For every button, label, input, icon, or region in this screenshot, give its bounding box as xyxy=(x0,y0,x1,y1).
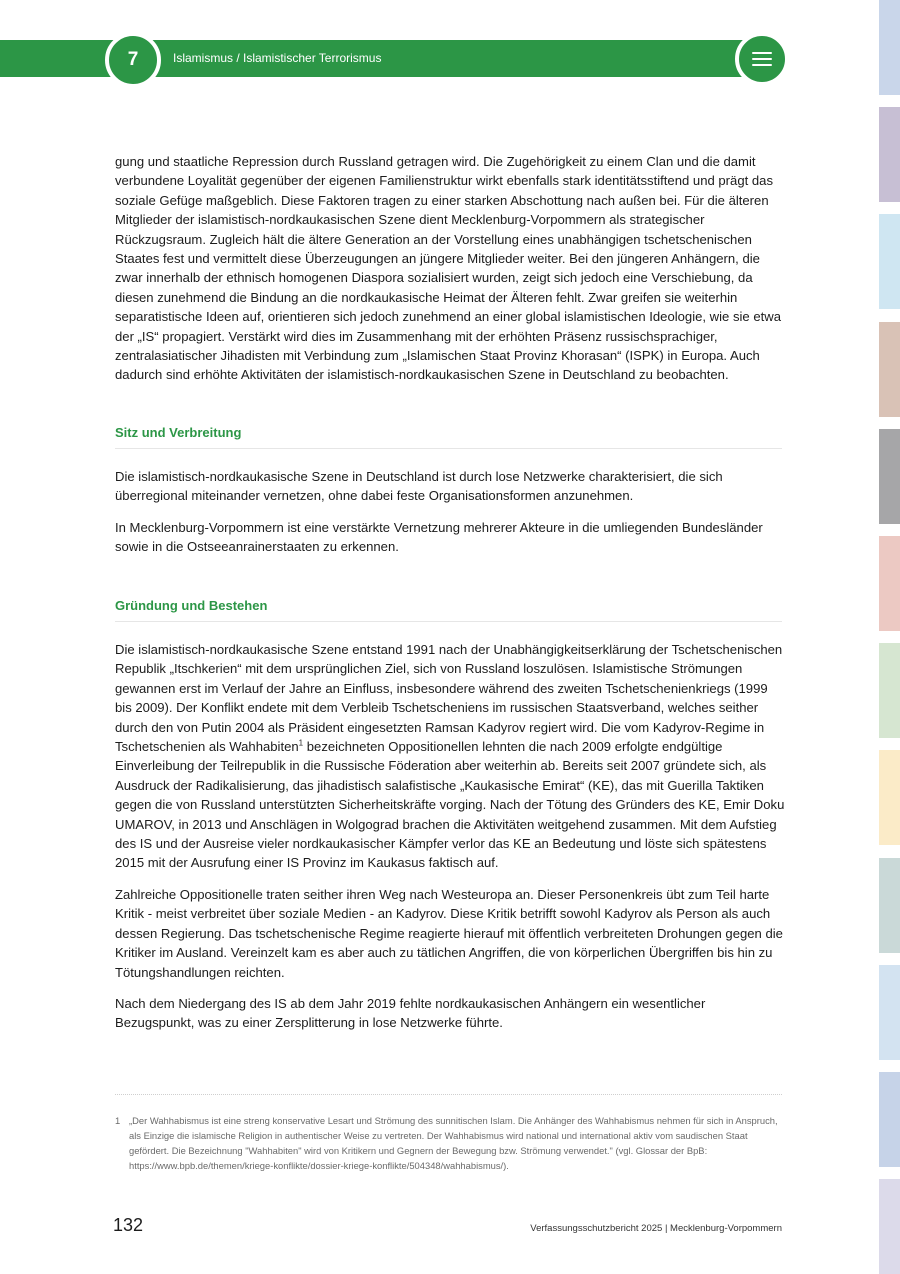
gruendung-section xyxy=(115,640,785,1033)
footnote xyxy=(115,1113,785,1173)
chapter-tab[interactable] xyxy=(879,322,900,417)
section-heading-gruendung: Gründung und Bestehen xyxy=(115,598,782,622)
gruendung-paragraph-3: Nach dem Niedergang des IS ab dem Jahr 2019 fehlte nordkaukasischen Anhängern ein wesentlicher Bezugspunkt, was zu einer Zersplitterung in lose Netzwerke führte. xyxy=(115,995,706,1031)
chapter-number-badge: 7 xyxy=(105,32,161,88)
intro-section xyxy=(115,152,785,385)
chapter-tab[interactable] xyxy=(879,107,900,202)
intro-paragraph: gung und staatliche Repression durch Russland getragen wird. Die Zugehörigkeit zu einem Clan und die damit verbundene Loyalität gegenüber der eigenen Familienstruktur wirkt ebenfalls stark identitätsstiftend und prägt das soziale Gefüge maßgeblich. Diese Faktoren tragen zu einer starken Abschottung nach außen bei. Für die älteren Mitglieder der islamistisch-nordkaukasischen Szene dient Mecklenburg-Vorpommern als strategischer Rückzugsraum. Zugleich hält die ältere Generation an der Vorstellung eines unabhängigen tschetschenischen Staates fest und vermittelt diese Überzeugungen an jüngere Mitglieder weiter. Bei den jüngeren Anhängern, die zwar innerhalb der ethnisch homogenen Diaspora sozialisiert wurden, zeigt sich jedoch eine Verschiebung, da diesen zunehmend die Bindung an die nordkaukasische Heimat der Älteren fehlt. Zwar greifen sie weiterhin separatistische Ideen auf, orientieren sich jedoch zunehmend an einer global islamistischen Ideologie, wie sie etwa der „IS“ propagiert. Verstärkt wird dies im Zusammenhang mit der erhöhten Präsenz russischsprachiger, zentralasiatischer Jihadisten mit Verbindung zum „Islamischen Staat Provinz Khorasan“ (ISPK) in Europa. Auch dadurch sind erhöhte Aktivitäten der islamistisch-nordkaukasischen Szene in Deutschland zu beobachten. xyxy=(115,154,781,383)
sitz-section xyxy=(115,467,785,557)
footnote-reference[interactable]: 1 xyxy=(298,738,304,748)
hamburger-menu-icon[interactable] xyxy=(735,32,789,86)
page-number: 132 xyxy=(113,1215,144,1235)
chapter-tab[interactable] xyxy=(879,0,900,95)
chapter-tab[interactable] xyxy=(879,643,900,738)
footnote-divider xyxy=(115,1094,782,1095)
chapter-tab[interactable] xyxy=(879,858,900,953)
chapter-tab[interactable] xyxy=(879,536,900,631)
chapter-tab[interactable] xyxy=(879,750,900,845)
chapter-title: Islamismus / Islamistischer Terrorismus xyxy=(173,51,382,65)
sitz-paragraph-2: In Mecklenburg-Vorpommern ist eine verstärkte Vernetzung mehrerer Akteure in die umliegenden Bundesländer sowie in die Ostseeanrainerstaaten zu erkennen. xyxy=(115,519,763,555)
gruendung-paragraph-2: Zahlreiche Oppositionelle traten seither ihren Weg nach Westeuropa an. Dieser Personenkreis übt zum Teil harte Kritik - meist verbreitet über soziale Medien - an Kadyrov. Diese Kritik betrifft sowohl Kadyrov als Person als auch dessen Regierung. Das tschetschenische Regime reagierte hierauf mit öffentlich verbreiteten Drohungen gegen die Kritiker im Ausland. Vereinzelt kam es aber auch zu tätlichen Angriffen, die von körperlichen Übergriffen bis hin zu Tötungshandlungen reichten. xyxy=(115,886,783,980)
section-heading-sitz: Sitz und Verbreitung xyxy=(115,425,782,449)
chapter-tab[interactable] xyxy=(879,429,900,524)
footer-publication: Verfassungsschutzbericht 2025 | Mecklenburg-Vorpommern xyxy=(530,1223,782,1234)
chapter-tab[interactable] xyxy=(879,965,900,1060)
footnote-text: „Der Wahhabismus ist eine streng konservative Lesart und Strömung des sunnitischen Islam. Die Anhänger des Wahhabismus nehmen für sich in Anspruch, als Einzige die islamische Religion in authentischer Weise zu vertreten. Der Wahhabismus wird national und international aktiv vom saudischen Staat gefördert. Die Bezeichnung "Wahhabiten" wird von Kritikern und Gegnern der Bewegung bzw. Strömung verwendet." (vgl. Glossar der BpB: https://www.bpb.de/themen/kriege-konflikte/dossier-kriege-konflikte/504348/wahhabismus/). xyxy=(129,1115,778,1171)
gruendung-paragraph-1: Die islamistisch-nordkaukasische Szene entstand 1991 nach der Unabhängigkeitserklärung der Tschetschenischen Republik „Itschkerien“ mit dem ursprünglichen Ziel, sich von Russland loszulösen. Islamistische Strömungen gewannen erst im Verlauf der Jahre an Einfluss, insbesondere während des zweiten Tschetschenienkriegs (1999 bis 2009). Der Konflikt endete mit dem Verbleib Tschetscheniens im russischen Staatsverband, welches seither durch den von Putin 2004 als Präsident eingesetzten Ramsan Kadyrov regiert wird. Die vom Kadyrov-Regime in Tschetschenien als Wahhabiten$^1$ bezeichneten Oppositionellen lehnten die nach 2009 erfolgte endgültige Einverleibung der Teilrepublik in die Russische Föderation aber weiterhin ab. Bereits seit 2007 gründete sich, als Ausdruck der Radikalisierung, das jihadistisch salafistische „Kaukasische Emirat“ (KE), das mit Guerilla Taktiken gegen die von Russland unterstützten Sicherheitskräfte vorging. Nach der Tötung des Gründers des KE, Emir Doku UMAROV, in 2013 und Anschlägen in Wolgograd brachen die Aktivitäten weitgehend zusammen. Mit dem Aufstieg des IS und der Ausreise vieler nordkaukasischer Kämpfer verlor das KE an Bedeutung und löste sich spätestens 2015 mit der Ausrufung einer IS Provinz im Kaukasus faktisch auf. xyxy=(115,642,785,871)
footnote-number: 1 xyxy=(115,1115,121,1126)
sitz-paragraph-1: Die islamistisch-nordkaukasische Szene in Deutschland ist durch lose Netzwerke charakterisiert, die sich überregional miteinander vernetzen, ohne dabei feste Organisationsformen anzunehmen. xyxy=(115,469,723,504)
chapter-tab[interactable] xyxy=(879,1179,900,1274)
chapter-tab[interactable] xyxy=(879,214,900,309)
chapter-tab[interactable] xyxy=(879,1072,900,1167)
